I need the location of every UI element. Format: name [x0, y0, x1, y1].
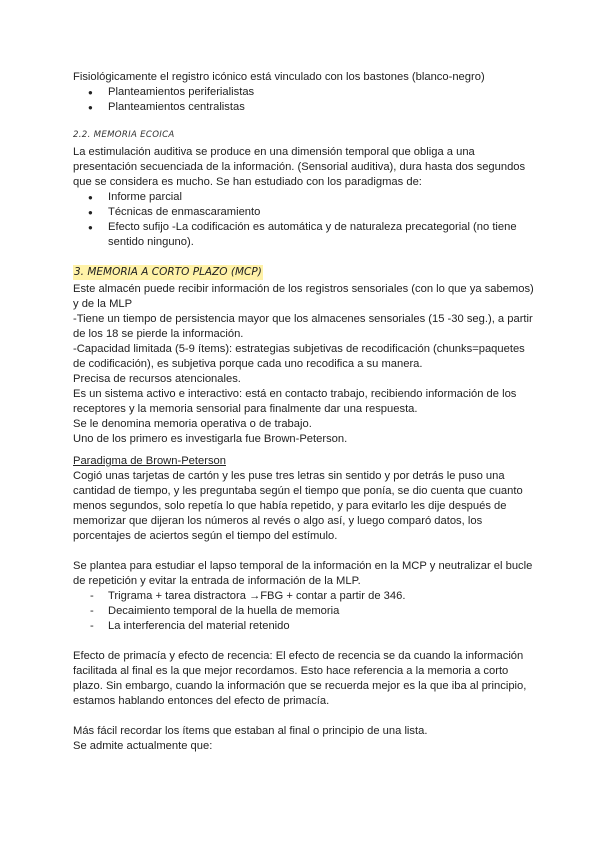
memoria-ecoica-heading: 2.2. MEMORIA ECOICA	[73, 130, 175, 140]
list-item: ● Planteamientos periferialistas	[73, 85, 540, 100]
list-item: - Trigrama + tarea distractora →FBG + contar a partir de 346.	[73, 589, 540, 604]
brown-peterson-paragraph: Cogió unas tarjetas de cartón y les puse tres letras sin sentido y por detrás le puso una cantidad de tiempo, y les preguntaba según el tiempo que ponía, se dio cuenta que cuanto menos segundos, solo repetía lo que había repetido, y para evitarlo les dije después de memorizar que dijeran los números al revés o algo así, y luego comparó datos, los porcentajes de aciertos según el tiempo del estímulo.	[73, 470, 523, 542]
intro-bullet-list	[73, 85, 540, 115]
mcp-line: Este almacén puede recibir información de los registros sensoriales (con lo que ya sabemos) y de la MLP	[73, 283, 534, 310]
brown-peterson-dash-list	[73, 589, 540, 634]
list-item: ● Técnicas de enmascaramiento	[73, 205, 540, 220]
mcp-line: -Tiene un tiempo de persistencia mayor que los almacenes sensoriales (15 -30 seg.), a partir de los 18 se pierde la información.	[73, 313, 533, 340]
list-item: - La interferencia del material retenido	[73, 619, 540, 634]
memoria-ecoica-paragraph: La estimulación auditiva se produce en una dimensión temporal que obliga a una presentación secuenciada de la información. (Sensorial auditiva), dura hasta dos segundos que se considera es mucho. Se han estudiado con los paradigmas de:	[73, 146, 526, 188]
primacia-paragraph: Efecto de primacía y efecto de recencia: El efecto de recencia se da cuando la información facilitada al final es la que mejor recordamos. Esto hace referencia a la memoria a corto plazo. Sin embargo, cuando la información que se recuerda mejor es la que iba al principio, estamos hablando entonces del efecto de primacía.	[73, 650, 527, 707]
primacia-line-2: Se admite actualmente que:	[73, 740, 213, 752]
mcp-line: Se le denomina memoria operativa o de trabajo.	[73, 418, 312, 430]
list-item: ● Efecto sufijo -La codificación es automática y de naturaleza precategorial (no tiene sentido ninguno).	[73, 220, 540, 250]
intro-line: Fisiológicamente el registro icónico está vinculado con los bastones (blanco-negro)	[73, 71, 485, 83]
mcp-line: Precisa de recursos atencionales.	[73, 373, 241, 385]
memoria-ecoica-bullet-list	[73, 190, 540, 250]
list-item: ● Planteamientos centralistas	[73, 100, 540, 115]
mcp-line: Es un sistema activo e interactivo: está en contacto trabajo, recibiendo información de los receptores y la memoria sensorial para finalmente dar una respuesta.	[73, 388, 517, 415]
brown-peterson-paragraph-2: Se plantea para estudiar el lapso temporal de la información en la MCP y neutralizar el bucle de repetición y evitar la entrada de información de la MLP.	[73, 560, 533, 587]
primacia-line-1: Más fácil recordar los ítems que estaban al final o principio de una lista.	[73, 725, 428, 737]
mcp-heading: 3. MEMORIA A CORTO PLAZO (MCP)	[74, 266, 262, 278]
list-item: ● Informe parcial	[73, 190, 540, 205]
mcp-line: -Capacidad limitada (5-9 ítems): estrategias subjetivas de recodificación (chunks=paquetes de codificación), es subjetiva porque cada uno recodifica a su manera.	[73, 343, 525, 370]
list-item: - Decaimiento temporal de la huella de memoria	[73, 604, 540, 619]
mcp-line: Uno de los primero es investigarla fue Brown-Peterson.	[73, 433, 348, 445]
brown-peterson-title: Paradigma de Brown-Peterson	[73, 455, 226, 467]
